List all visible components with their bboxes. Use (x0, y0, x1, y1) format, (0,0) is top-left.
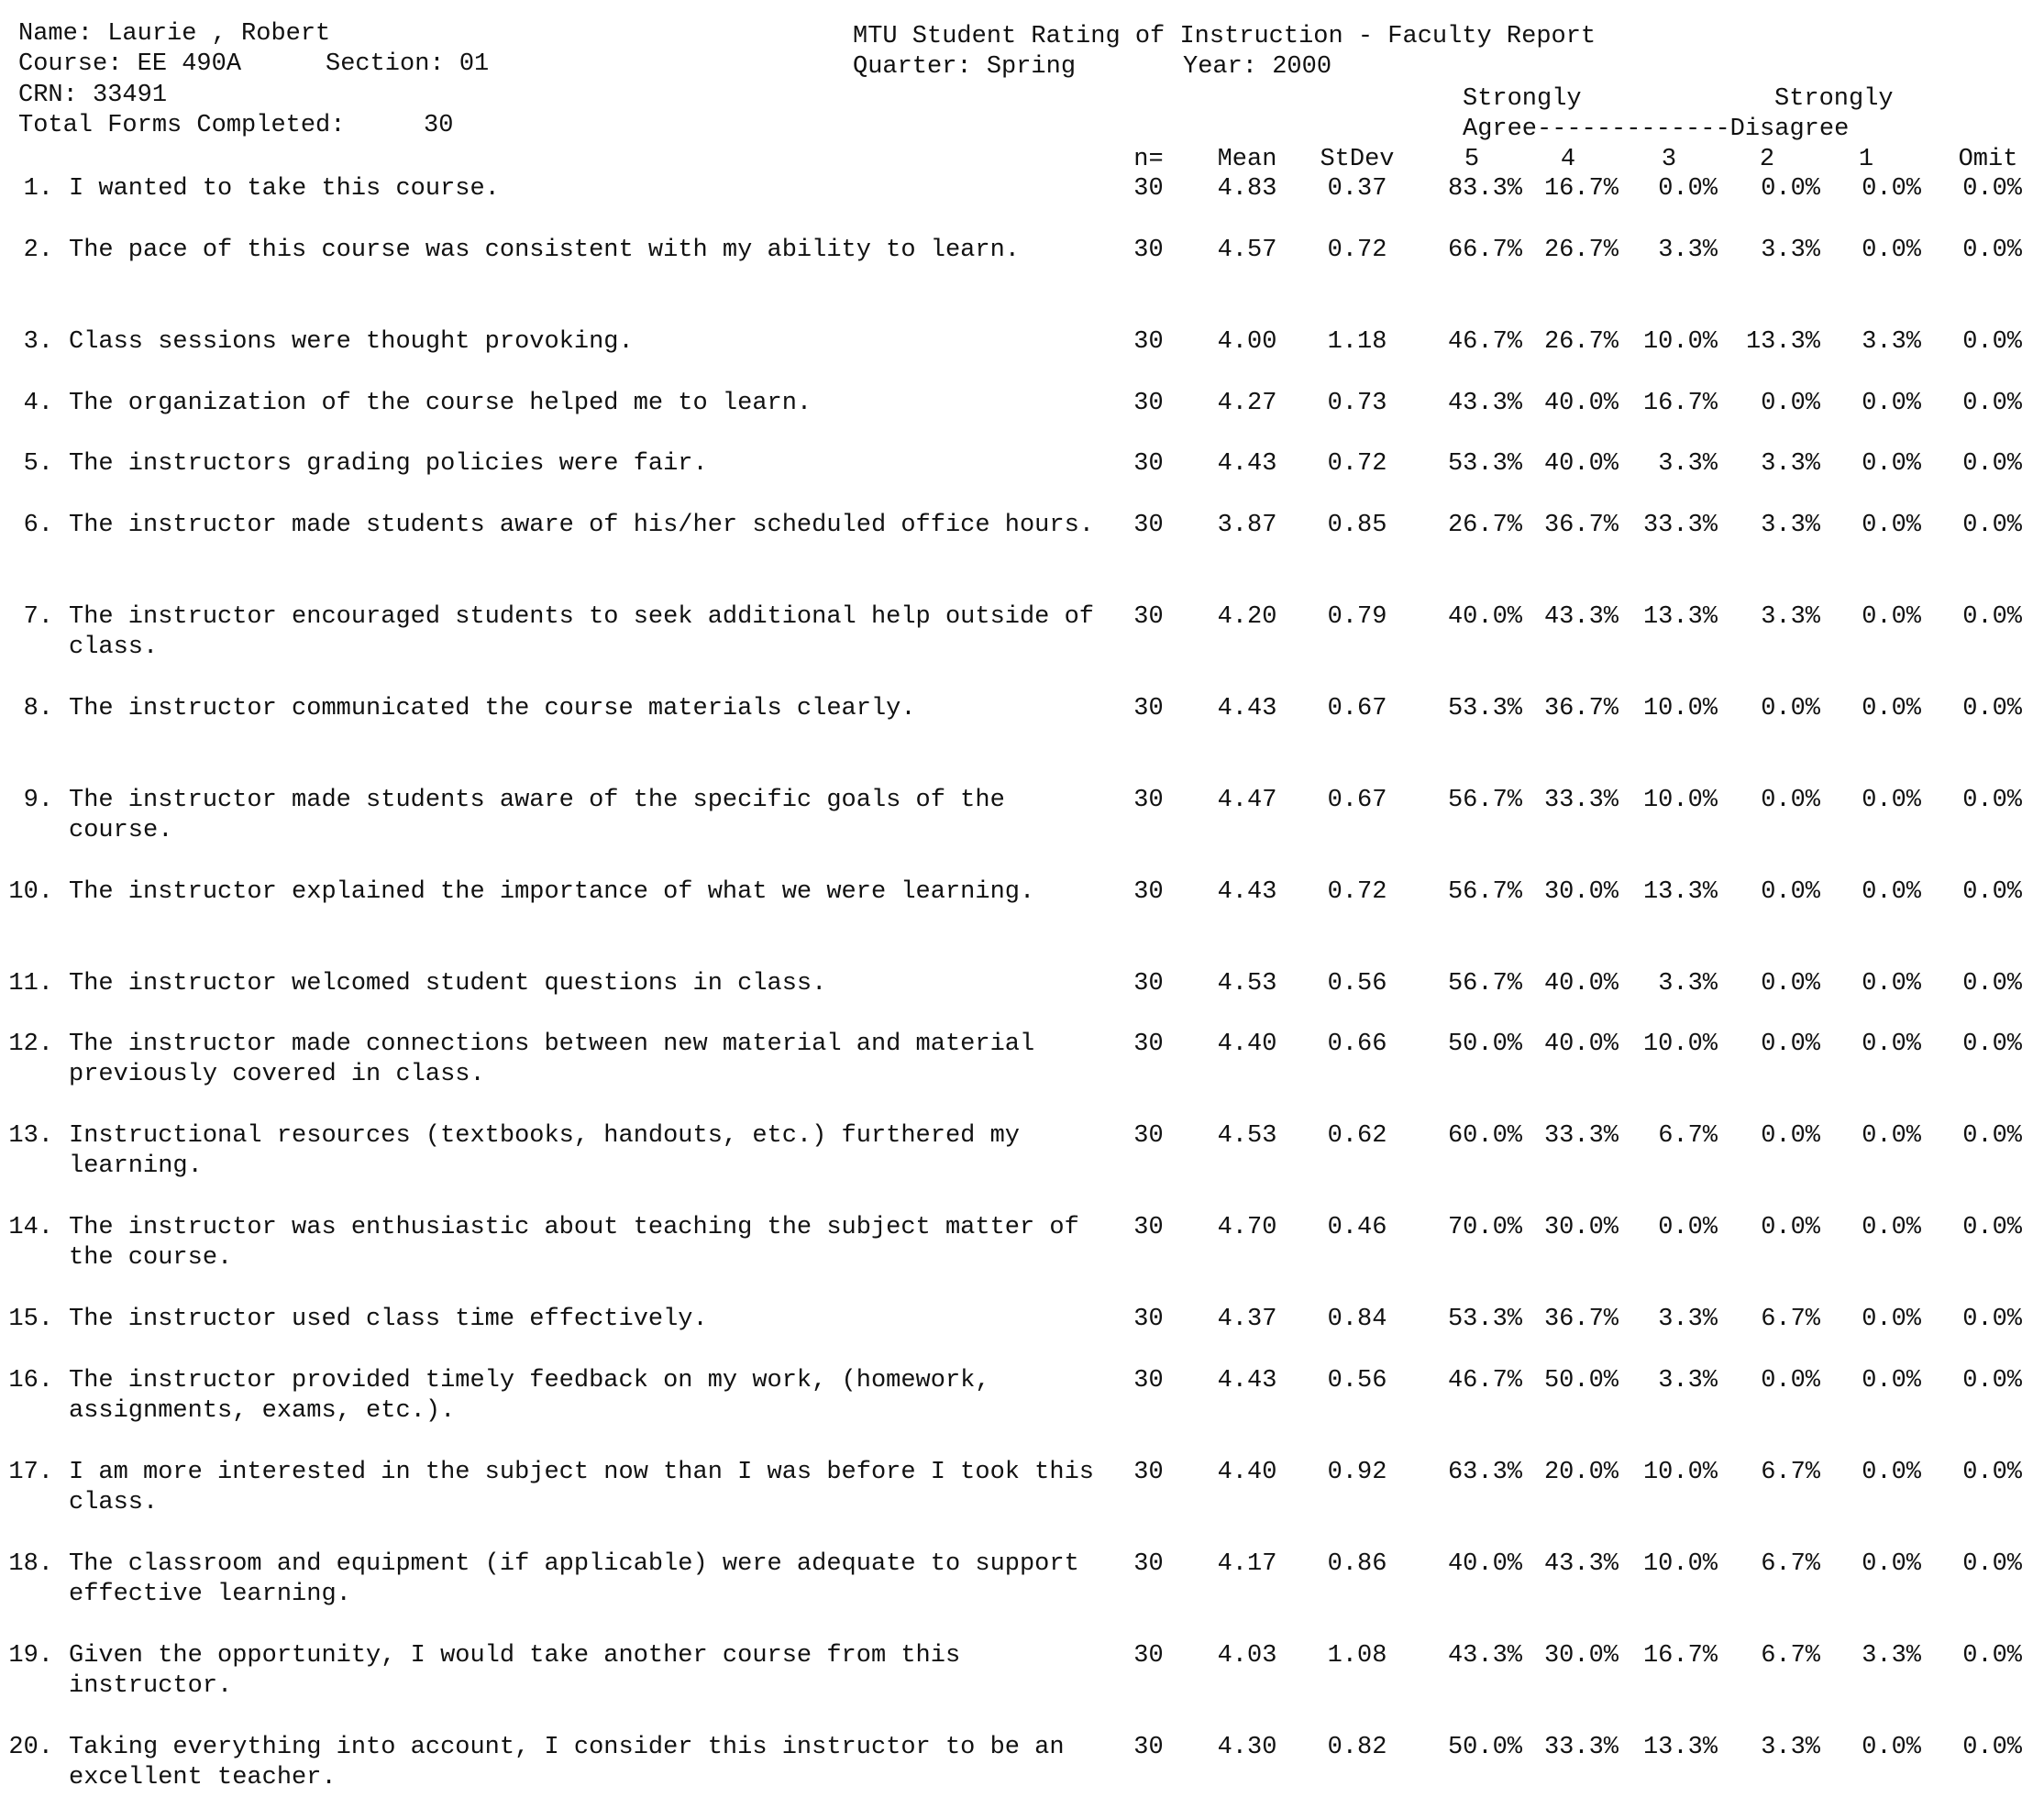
question-row (0, 1213, 2044, 1277)
question-number: 9. (23, 787, 53, 814)
stdev-score: 0.62 (1327, 1122, 1387, 1150)
pct-strongly-disagree: 0.0% (1862, 878, 1921, 906)
respondent-count: 30 (1133, 695, 1164, 722)
pct-strongly-disagree: 0.0% (1862, 1214, 1921, 1241)
col-mean: Mean (1217, 146, 1277, 173)
respondent-count: 30 (1133, 1550, 1164, 1578)
pct-strongly-disagree: 0.0% (1862, 175, 1921, 203)
pct-strongly-disagree: 0.0% (1862, 787, 1921, 814)
pct-omit: 0.0% (1962, 695, 2022, 722)
pct-neutral: 10.0% (1642, 1550, 1718, 1578)
pct-agree: 33.3% (1543, 1122, 1619, 1150)
stdev-score: 1.08 (1327, 1642, 1387, 1670)
question-text: The pace of this course was consistent with my ability to learn. (69, 237, 1020, 264)
question-number: 20. (8, 1734, 53, 1761)
pct-strongly-agree: 40.0% (1447, 1550, 1522, 1578)
question-row (0, 389, 2044, 453)
pct-agree: 33.3% (1543, 1734, 1619, 1761)
pct-strongly-agree: 53.3% (1447, 695, 1522, 722)
col-4: 4 (1560, 146, 1576, 173)
pct-strongly-disagree: 0.0% (1862, 1550, 1921, 1578)
col-1: 1 (1858, 146, 1874, 173)
section-number: Section: 01 (326, 50, 490, 78)
respondent-count: 30 (1133, 970, 1164, 998)
pct-omit: 0.0% (1962, 1122, 2022, 1150)
pct-strongly-agree: 63.3% (1447, 1459, 1522, 1486)
respondent-count: 30 (1133, 787, 1164, 814)
pct-omit: 0.0% (1962, 1550, 2022, 1578)
report-title: MTU Student Rating of Instruction - Faculty Report (853, 23, 1597, 50)
pct-omit: 0.0% (1962, 390, 2022, 417)
pct-neutral: 13.3% (1642, 1734, 1718, 1761)
mean-score: 4.43 (1217, 695, 1277, 722)
pct-strongly-disagree: 3.3% (1862, 328, 1921, 356)
question-number: 14. (8, 1214, 53, 1241)
question-text: The organization of the course helped me to learn. (69, 390, 812, 417)
col-3: 3 (1661, 146, 1677, 173)
question-row (0, 236, 2044, 300)
pct-neutral: 10.0% (1642, 787, 1718, 814)
question-row (0, 602, 2044, 667)
pct-agree: 26.7% (1543, 328, 1619, 356)
question-text: The instructor provided timely feedback on my work, (homework, assignments, exams, etc.). (69, 1367, 990, 1425)
course-code: Course: EE 490A (18, 50, 242, 78)
pct-strongly-agree: 43.3% (1447, 390, 1522, 417)
col-omit: Omit (1958, 146, 2018, 173)
pct-omit: 0.0% (1962, 1306, 2022, 1333)
col-2: 2 (1759, 146, 1775, 173)
pct-agree: 30.0% (1543, 878, 1619, 906)
question-number: 17. (8, 1459, 53, 1486)
stdev-score: 0.67 (1327, 695, 1387, 722)
question-text: The instructor communicated the course materials clearly. (69, 695, 916, 722)
pct-strongly-agree: 53.3% (1447, 450, 1522, 478)
mean-score: 4.83 (1217, 175, 1277, 203)
question-row (0, 1549, 2044, 1614)
pct-strongly-agree: 43.3% (1447, 1642, 1522, 1670)
year: Year: 2000 (1183, 53, 1332, 81)
stdev-score: 0.82 (1327, 1734, 1387, 1761)
question-text: The instructor explained the importance of what we were learning. (69, 878, 1035, 906)
crn-number: CRN: 33491 (18, 82, 168, 109)
respondent-count: 30 (1133, 450, 1164, 478)
pct-strongly-agree: 56.7% (1447, 787, 1522, 814)
pct-omit: 0.0% (1962, 450, 2022, 478)
pct-agree: 30.0% (1543, 1642, 1619, 1670)
question-number: 16. (8, 1367, 53, 1395)
question-row (0, 327, 2044, 391)
total-forms-label: Total Forms Completed: (18, 112, 346, 139)
question-text: The instructors grading policies were fair. (69, 450, 708, 478)
pct-neutral: 33.3% (1642, 512, 1718, 539)
question-row (0, 174, 2044, 238)
pct-disagree: 6.7% (1761, 1642, 1820, 1670)
pct-strongly-agree: 70.0% (1447, 1214, 1522, 1241)
pct-strongly-agree: 50.0% (1447, 1031, 1522, 1058)
question-row (0, 969, 2044, 1033)
pct-disagree: 0.0% (1761, 1214, 1820, 1241)
pct-disagree: 3.3% (1761, 512, 1820, 539)
stdev-score: 0.66 (1327, 1031, 1387, 1058)
pct-strongly-disagree: 0.0% (1862, 695, 1921, 722)
pct-omit: 0.0% (1962, 512, 2022, 539)
question-text: Given the opportunity, I would take another course from this instructor. (69, 1642, 961, 1700)
mean-score: 4.57 (1217, 237, 1277, 264)
mean-score: 4.00 (1217, 328, 1277, 356)
question-number: 8. (23, 695, 53, 722)
pct-neutral: 10.0% (1642, 1031, 1718, 1058)
stdev-score: 0.72 (1327, 237, 1387, 264)
question-text: The instructor encouraged students to seek additional help outside of class. (69, 603, 1094, 661)
pct-disagree: 6.7% (1761, 1550, 1820, 1578)
question-number: 3. (23, 328, 53, 356)
pct-strongly-disagree: 0.0% (1862, 1122, 1921, 1150)
pct-omit: 0.0% (1962, 878, 2022, 906)
pct-omit: 0.0% (1962, 1734, 2022, 1761)
mean-score: 4.43 (1217, 450, 1277, 478)
respondent-count: 30 (1133, 603, 1164, 631)
stdev-score: 0.92 (1327, 1459, 1387, 1486)
mean-score: 3.87 (1217, 512, 1277, 539)
pct-disagree: 3.3% (1761, 603, 1820, 631)
pct-strongly-disagree: 0.0% (1862, 970, 1921, 998)
pct-agree: 36.7% (1543, 512, 1619, 539)
pct-disagree: 13.3% (1745, 328, 1820, 356)
pct-disagree: 0.0% (1761, 970, 1820, 998)
pct-agree: 36.7% (1543, 695, 1619, 722)
respondent-count: 30 (1133, 237, 1164, 264)
respondent-count: 30 (1133, 1367, 1164, 1395)
question-number: 7. (23, 603, 53, 631)
pct-strongly-disagree: 3.3% (1862, 1642, 1921, 1670)
pct-disagree: 0.0% (1761, 175, 1820, 203)
question-row (0, 1305, 2044, 1369)
stdev-score: 0.72 (1327, 878, 1387, 906)
pct-agree: 50.0% (1543, 1367, 1619, 1395)
pct-disagree: 0.0% (1761, 878, 1820, 906)
pct-neutral: 3.3% (1658, 1306, 1718, 1333)
pct-agree: 20.0% (1543, 1459, 1619, 1486)
respondent-count: 30 (1133, 1031, 1164, 1058)
strongly-agree-label: Strongly (1463, 85, 1582, 113)
instructor-name: Name: Laurie , Robert (18, 20, 331, 48)
pct-disagree: 3.3% (1761, 1734, 1820, 1761)
respondent-count: 30 (1133, 1734, 1164, 1761)
quarter: Quarter: Spring (853, 53, 1077, 81)
pct-disagree: 3.3% (1761, 450, 1820, 478)
pct-omit: 0.0% (1962, 237, 2022, 264)
pct-strongly-disagree: 0.0% (1862, 512, 1921, 539)
pct-omit: 0.0% (1962, 603, 2022, 631)
stdev-score: 0.84 (1327, 1306, 1387, 1333)
question-number: 6. (23, 512, 53, 539)
respondent-count: 30 (1133, 175, 1164, 203)
pct-agree: 40.0% (1543, 1031, 1619, 1058)
pct-strongly-agree: 66.7% (1447, 237, 1522, 264)
pct-agree: 40.0% (1543, 450, 1619, 478)
question-text: The instructor made students aware of his/her scheduled office hours. (69, 512, 1094, 539)
question-number: 1. (23, 175, 53, 203)
question-number: 18. (8, 1550, 53, 1578)
pct-neutral: 10.0% (1642, 1459, 1718, 1486)
mean-score: 4.30 (1217, 1734, 1277, 1761)
pct-strongly-agree: 56.7% (1447, 970, 1522, 998)
question-text: The instructor was enthusiastic about teaching the subject matter of the course. (69, 1214, 1079, 1272)
mean-score: 4.40 (1217, 1459, 1277, 1486)
pct-agree: 43.3% (1543, 1550, 1619, 1578)
pct-disagree: 0.0% (1761, 695, 1820, 722)
pct-neutral: 3.3% (1658, 970, 1718, 998)
pct-neutral: 16.7% (1642, 1642, 1718, 1670)
question-number: 5. (23, 450, 53, 478)
pct-neutral: 16.7% (1642, 390, 1718, 417)
pct-strongly-agree: 40.0% (1447, 603, 1522, 631)
stdev-score: 0.56 (1327, 1367, 1387, 1395)
pct-strongly-disagree: 0.0% (1862, 1031, 1921, 1058)
pct-strongly-disagree: 0.0% (1862, 237, 1921, 264)
pct-neutral: 0.0% (1658, 175, 1718, 203)
pct-agree: 40.0% (1543, 390, 1619, 417)
mean-score: 4.17 (1217, 1550, 1277, 1578)
stdev-score: 0.72 (1327, 450, 1387, 478)
mean-score: 4.53 (1217, 1122, 1277, 1150)
question-row (0, 511, 2044, 575)
mean-score: 4.43 (1217, 878, 1277, 906)
question-row (0, 1121, 2044, 1185)
question-row (0, 1030, 2044, 1094)
pct-disagree: 0.0% (1761, 1367, 1820, 1395)
respondent-count: 30 (1133, 512, 1164, 539)
col-5: 5 (1464, 146, 1480, 173)
pct-omit: 0.0% (1962, 1214, 2022, 1241)
mean-score: 4.43 (1217, 1367, 1277, 1395)
pct-omit: 0.0% (1962, 1642, 2022, 1670)
question-number: 19. (8, 1642, 53, 1670)
pct-omit: 0.0% (1962, 328, 2022, 356)
mean-score: 4.47 (1217, 787, 1277, 814)
respondent-count: 30 (1133, 328, 1164, 356)
question-text: Taking everything into account, I consider this instructor to be an excellent teacher. (69, 1734, 1065, 1791)
question-number: 12. (8, 1031, 53, 1058)
question-text: The instructor made students aware of the specific goals of the course. (69, 787, 1005, 844)
pct-omit: 0.0% (1962, 1459, 2022, 1486)
pct-omit: 0.0% (1962, 175, 2022, 203)
stdev-score: 0.79 (1327, 603, 1387, 631)
pct-strongly-agree: 53.3% (1447, 1306, 1522, 1333)
pct-strongly-agree: 83.3% (1447, 175, 1522, 203)
question-number: 11. (8, 970, 53, 998)
stdev-score: 0.56 (1327, 970, 1387, 998)
question-row (0, 1366, 2044, 1430)
question-text: I am more interested in the subject now than I was before I took this class. (69, 1459, 1094, 1516)
respondent-count: 30 (1133, 390, 1164, 417)
pct-omit: 0.0% (1962, 787, 2022, 814)
respondent-count: 30 (1133, 1459, 1164, 1486)
mean-score: 4.53 (1217, 970, 1277, 998)
stdev-score: 0.37 (1327, 175, 1387, 203)
question-number: 2. (23, 237, 53, 264)
pct-strongly-disagree: 0.0% (1862, 1459, 1921, 1486)
pct-omit: 0.0% (1962, 1031, 2022, 1058)
pct-agree: 30.0% (1543, 1214, 1619, 1241)
pct-neutral: 3.3% (1658, 1367, 1718, 1395)
stdev-score: 0.46 (1327, 1214, 1387, 1241)
pct-agree: 26.7% (1543, 237, 1619, 264)
respondent-count: 30 (1133, 1306, 1164, 1333)
pct-strongly-disagree: 0.0% (1862, 1306, 1921, 1333)
pct-neutral: 13.3% (1642, 603, 1718, 631)
pct-neutral: 13.3% (1642, 878, 1718, 906)
pct-neutral: 6.7% (1658, 1122, 1718, 1150)
question-text: The classroom and equipment (if applicable) were adequate to support effective learning. (69, 1550, 1079, 1608)
mean-score: 4.27 (1217, 390, 1277, 417)
stdev-score: 0.67 (1327, 787, 1387, 814)
total-forms-count: 30 (424, 112, 454, 139)
pct-strongly-agree: 46.7% (1447, 1367, 1522, 1395)
question-row (0, 1641, 2044, 1705)
stdev-score: 0.85 (1327, 512, 1387, 539)
pct-neutral: 0.0% (1658, 1214, 1718, 1241)
pct-neutral: 10.0% (1642, 695, 1718, 722)
question-text: Instructional resources (textbooks, handouts, etc.) furthered my learning. (69, 1122, 1020, 1180)
pct-strongly-disagree: 0.0% (1862, 450, 1921, 478)
pct-neutral: 3.3% (1658, 237, 1718, 264)
pct-neutral: 10.0% (1642, 328, 1718, 356)
respondent-count: 30 (1133, 1122, 1164, 1150)
pct-omit: 0.0% (1962, 970, 2022, 998)
pct-strongly-disagree: 0.0% (1862, 390, 1921, 417)
pct-disagree: 0.0% (1761, 1031, 1820, 1058)
strongly-disagree-label: Strongly (1774, 85, 1894, 113)
question-row (0, 1458, 2044, 1522)
pct-strongly-agree: 46.7% (1447, 328, 1522, 356)
pct-neutral: 3.3% (1658, 450, 1718, 478)
pct-strongly-agree: 60.0% (1447, 1122, 1522, 1150)
mean-score: 4.40 (1217, 1031, 1277, 1058)
stdev-score: 0.86 (1327, 1550, 1387, 1578)
pct-strongly-disagree: 0.0% (1862, 1734, 1921, 1761)
pct-strongly-disagree: 0.0% (1862, 1367, 1921, 1395)
respondent-count: 30 (1133, 1214, 1164, 1241)
pct-disagree: 3.3% (1761, 237, 1820, 264)
col-n: n= (1133, 146, 1164, 173)
pct-agree: 36.7% (1543, 1306, 1619, 1333)
pct-disagree: 0.0% (1761, 390, 1820, 417)
stdev-score: 0.73 (1327, 390, 1387, 417)
respondent-count: 30 (1133, 878, 1164, 906)
pct-strongly-disagree: 0.0% (1862, 603, 1921, 631)
question-number: 10. (8, 878, 53, 906)
question-number: 13. (8, 1122, 53, 1150)
question-number: 15. (8, 1306, 53, 1333)
mean-score: 4.03 (1217, 1642, 1277, 1670)
question-row (0, 786, 2044, 850)
mean-score: 4.70 (1217, 1214, 1277, 1241)
question-text: I wanted to take this course. (69, 175, 500, 203)
pct-agree: 16.7% (1543, 175, 1619, 203)
pct-disagree: 0.0% (1761, 1122, 1820, 1150)
question-row (0, 877, 2044, 942)
pct-strongly-agree: 26.7% (1447, 512, 1522, 539)
pct-omit: 0.0% (1962, 1367, 2022, 1395)
respondent-count: 30 (1133, 1642, 1164, 1670)
mean-score: 4.20 (1217, 603, 1277, 631)
pct-agree: 43.3% (1543, 603, 1619, 631)
scale-line: Agree-------------Disagree (1463, 116, 1850, 143)
pct-disagree: 6.7% (1761, 1306, 1820, 1333)
question-number: 4. (23, 390, 53, 417)
question-text: The instructor made connections between new material and material previously covered in class. (69, 1031, 1035, 1088)
question-text: The instructor used class time effectively. (69, 1306, 708, 1333)
stdev-score: 1.18 (1327, 328, 1387, 356)
mean-score: 4.37 (1217, 1306, 1277, 1333)
pct-disagree: 0.0% (1761, 787, 1820, 814)
pct-strongly-agree: 56.7% (1447, 878, 1522, 906)
question-row (0, 694, 2044, 758)
col-stdev: StDev (1320, 146, 1395, 173)
pct-agree: 40.0% (1543, 970, 1619, 998)
pct-disagree: 6.7% (1761, 1459, 1820, 1486)
pct-strongly-agree: 50.0% (1447, 1734, 1522, 1761)
question-text: Class sessions were thought provoking. (69, 328, 634, 356)
question-row (0, 449, 2044, 513)
question-text: The instructor welcomed student questions in class. (69, 970, 827, 998)
pct-agree: 33.3% (1543, 787, 1619, 814)
